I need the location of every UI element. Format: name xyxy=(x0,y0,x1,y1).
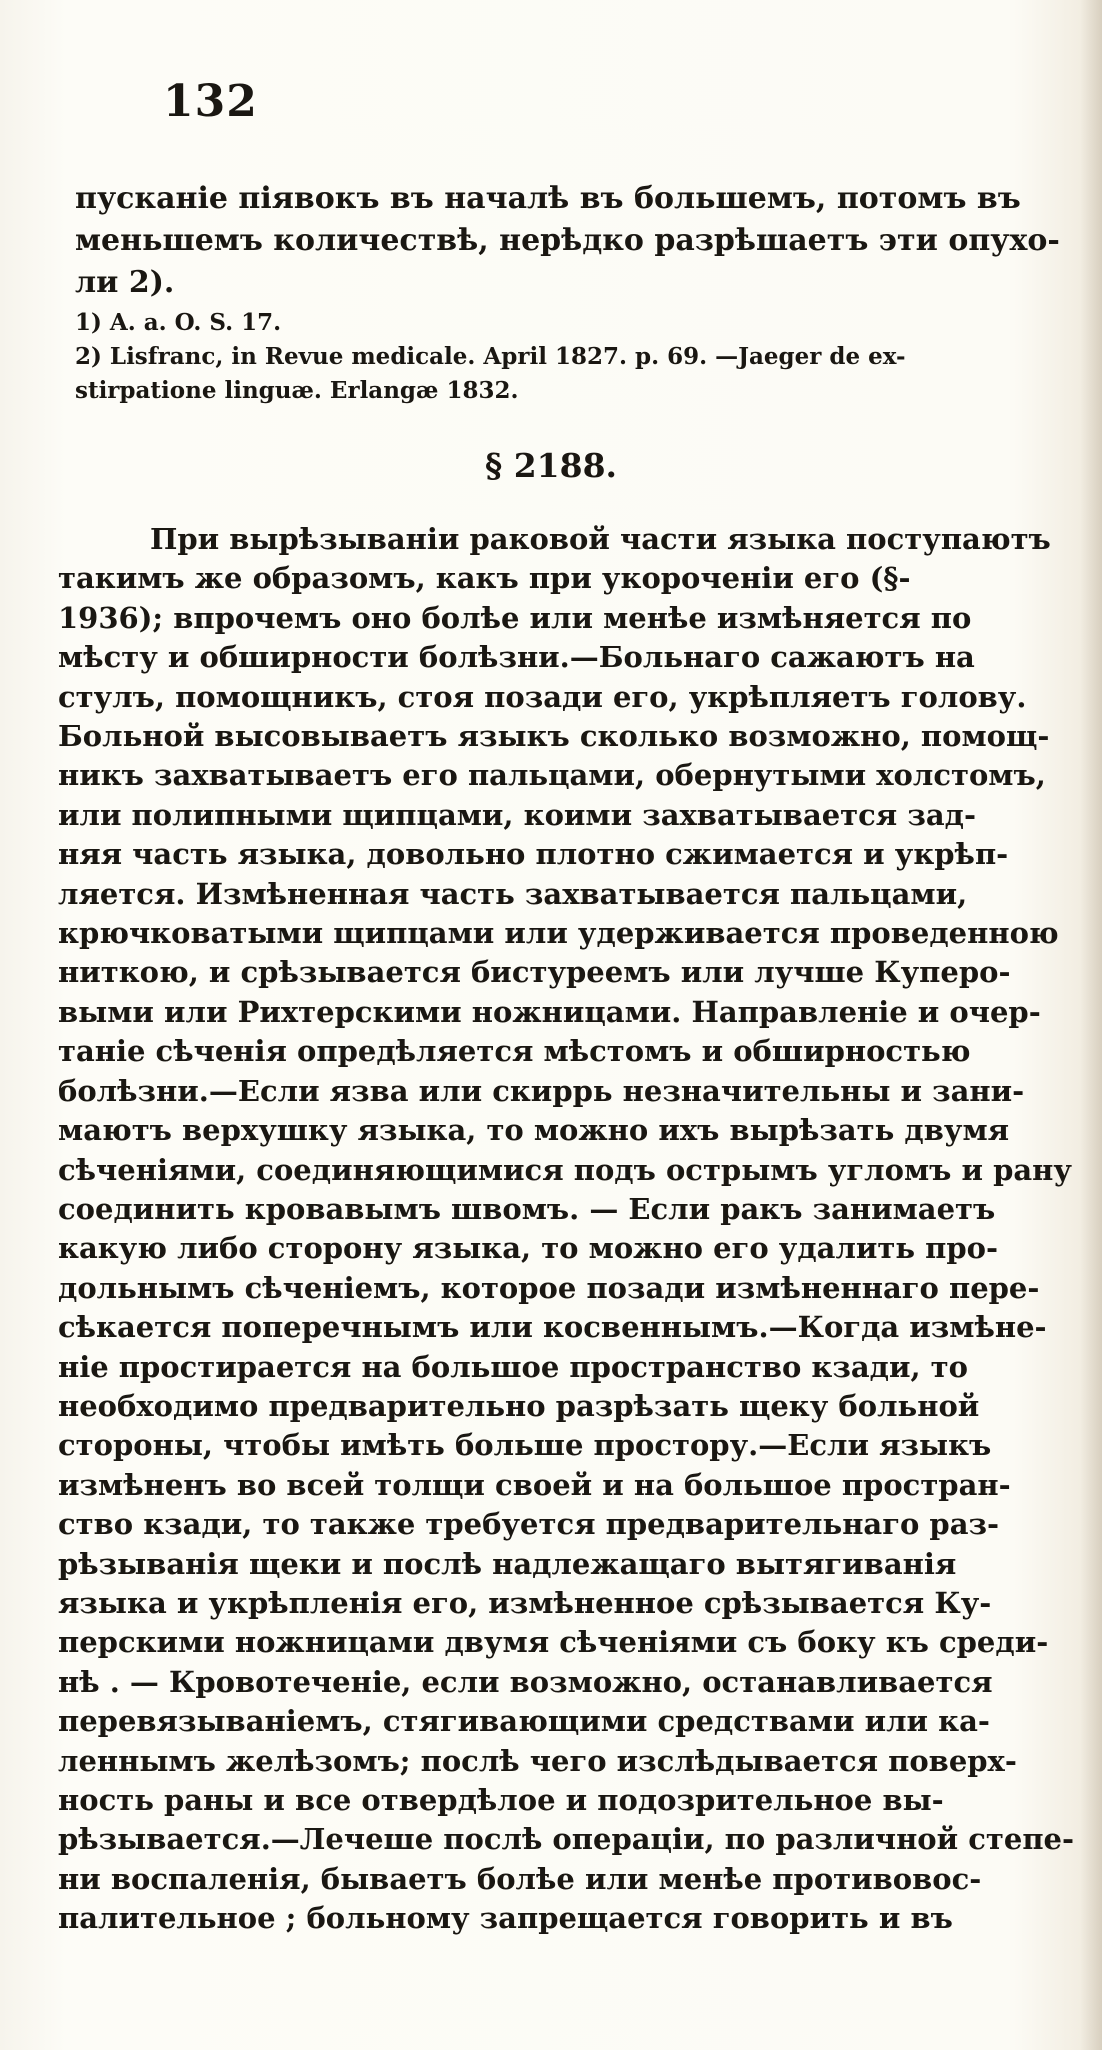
text-line: никъ захватываетъ его пальцами, обернутыми холстомъ, xyxy=(58,758,1046,793)
text-line: языка и укрѣпленія его, измѣненное срѣзывается Ку- xyxy=(58,1585,992,1620)
text-line: рѣзывается.—Лечеше послѣ операціи, по различной степе- xyxy=(58,1822,1075,1857)
text-line: ство кзади, то также требуется предварительнаго раз- xyxy=(58,1507,1000,1542)
text-line: сѣкается поперечнымъ или косвеннымъ.—Когда измѣне- xyxy=(58,1310,1047,1345)
text-line: какую либо сторону языка, то можно его удалить про- xyxy=(58,1231,999,1266)
text-line: болѣзни.—Если язва или скиррь незначительны и зани- xyxy=(58,1073,1025,1108)
text-line: такимъ же образомъ, какъ при укороченіи его (§- xyxy=(58,561,911,596)
text-line: меньшемъ количествѣ, нерѣдко разрѣшаетъ эти опухо- xyxy=(75,223,1060,258)
text-line: ляется. Измѣненная часть захватывается пальцами, xyxy=(58,876,968,911)
text-line: дольнымъ сѣченіемъ, которое позади измѣненнаго пере- xyxy=(58,1270,1040,1305)
text-line: выми или Рихтерскими ножницами. Направленіе и очер- xyxy=(58,994,1041,1029)
text-line: нѣ . — Кровотеченіе, если возможно, останавливается xyxy=(58,1664,993,1699)
text-line: Больной высовываетъ языкъ сколько возможно, помощ- xyxy=(58,719,1050,754)
text-line: ли 2). xyxy=(75,265,175,300)
text-line: пусканіе піявокъ въ началѣ въ большемъ, потомъ въ xyxy=(75,181,1021,216)
text-line: крючковатыми щипцами или удерживается проведенною xyxy=(58,916,1059,951)
text-line: таніе сѣченія опредѣляется мѣстомъ и обширностью xyxy=(58,1034,971,1069)
text-line: стулъ, помощникъ, стоя позади его, укрѣпляетъ голову. xyxy=(58,679,1027,714)
text-line: сѣченіями, соединяющимися подъ острымъ угломъ и рану xyxy=(58,1152,1072,1187)
intro-paragraph xyxy=(75,178,1075,304)
text-line: перевязываніемъ, стягивающими средствами или ка- xyxy=(58,1704,990,1739)
page-number: 132 xyxy=(163,76,258,127)
text-line: или полипными щипцами, коими захватывается зад- xyxy=(58,797,976,832)
text-line: ность раны и все отвердѣлое и подозрительное вы- xyxy=(58,1783,944,1817)
section-heading: § 2188. xyxy=(484,446,618,485)
text-line: мѣсту и обширности болѣзни.—Больнаго сажаютъ на xyxy=(58,640,975,675)
text-line: стороны, чтобы имѣть больше простору.—Если языкъ xyxy=(58,1428,992,1463)
text-line: ніе простирается на большое пространство кзади, то xyxy=(58,1349,968,1384)
text-line: маютъ верхушку языка, то можно ихъ вырѣзать двумя xyxy=(58,1113,1010,1148)
text-line: необходимо предварительно разрѣзать щеку больной xyxy=(58,1388,980,1423)
footnote-line: stirpatione linguæ. Erlangæ 1832. xyxy=(75,377,519,404)
text-line: леннымъ желѣзомъ; послѣ чего изслѣдывается поверх- xyxy=(58,1743,1017,1778)
text-line: няя часть языка, довольно плотно сжимается и укрѣп- xyxy=(58,837,1009,872)
body-paragraph xyxy=(58,520,1073,1939)
text-line: измѣненъ во всей толщи своей и на большое простран- xyxy=(58,1467,1011,1502)
text-line: 1936); впрочемъ оно болѣе или менѣе измѣняется по xyxy=(58,600,972,635)
text-line: палительное ; больному запрещается говорить и въ xyxy=(58,1901,953,1936)
footnote-2 xyxy=(75,340,1075,408)
text-line: перскими ножницами двумя сѣченіями съ боку къ среди- xyxy=(58,1625,1049,1660)
text-line: ни воспаленія, бываетъ болѣе или менѣе противовос- xyxy=(58,1861,982,1896)
text-line: ниткою, и срѣзывается бистуреемъ или лучше Куперо- xyxy=(58,955,1011,990)
page-edge-shadow xyxy=(1080,0,1102,2050)
footnote-1: 1) A. a. O. S. 17. xyxy=(75,309,282,336)
text-line: рѣзыванія щеки и послѣ надлежащаго вытягиванія xyxy=(58,1546,957,1581)
text-line: соединить кровавымъ швомъ. — Если ракъ занимаетъ xyxy=(58,1191,996,1226)
footnote-line: 2) Lisfranc, in Revue medicale. April 1827. p. 69. —Jaeger de ex- xyxy=(75,343,906,370)
text-line: При вырѣзываніи раковой части языка поступаютъ xyxy=(150,522,1051,556)
